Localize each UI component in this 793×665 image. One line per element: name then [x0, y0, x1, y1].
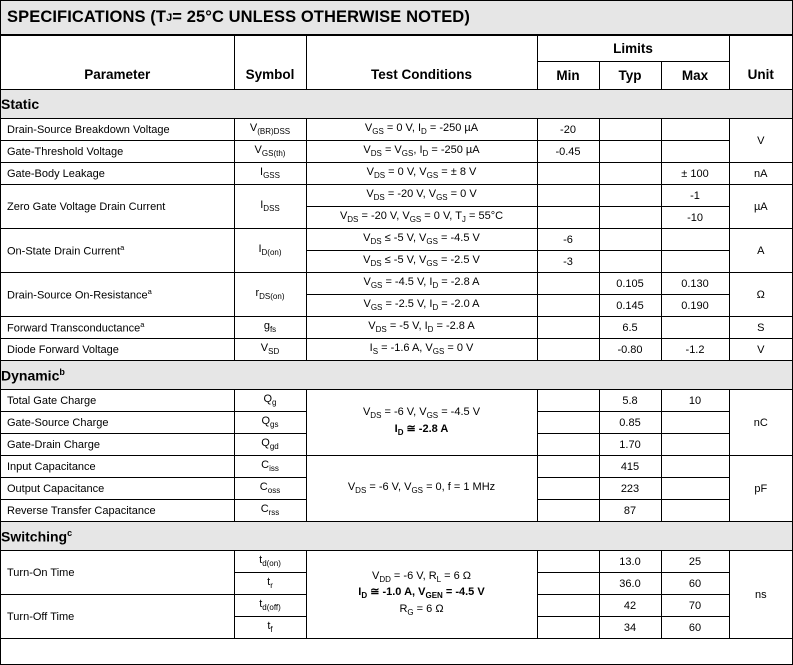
param-bvdss: Drain-Source Breakdown Voltage [1, 119, 234, 141]
section-dynamic-label: Dynamic$^b$ [1, 361, 792, 390]
max-crss [661, 500, 729, 522]
table-row [1, 551, 792, 573]
max-bvdss [661, 119, 729, 141]
symbol-vgsth: $V_{GS(th)}$ [234, 141, 306, 163]
min-igss [537, 163, 599, 185]
section-static [1, 90, 792, 119]
section-switching [1, 522, 792, 551]
param-turn-off: Turn-Off Time [1, 595, 234, 639]
param-rdson: Drain-Source On-Resistance$^a$ [1, 273, 234, 317]
cond-idss-2: $V_{DS} = -20$ V, $V_{GS} = 0$ V, $T_J = 55^\circ C$ [306, 207, 537, 229]
max-ciss [661, 456, 729, 478]
cond-cap: $V_{DS} = -6$ V, $V_{GS} = 0$, f = 1 MHz [306, 456, 537, 522]
title-rest: = 25°C UNLESS OTHERWISE NOTED) [172, 8, 470, 26]
max-gfs [661, 317, 729, 339]
table-row [1, 119, 792, 141]
typ-idon-1 [599, 229, 661, 251]
table-row [1, 185, 792, 207]
max-tdoff: 70 [661, 595, 729, 617]
unit-nc: nC [729, 390, 792, 456]
symbol-tr: $t_r$ [234, 573, 306, 595]
max-rdson-2: 0.190 [661, 295, 729, 317]
cond-rdson-2: $V_{GS} = -2.5$ V, $I_D = -2.0$ A [306, 295, 537, 317]
cond-gfs: $V_{DS} = -5$ V, $I_D = -2.8$ A [306, 317, 537, 339]
typ-rdson-1: 0.105 [599, 273, 661, 295]
unit-pf: pF [729, 456, 792, 522]
max-idon-1 [661, 229, 729, 251]
table-row [1, 163, 792, 185]
cond-charge-1: $V_{DS} = -6$ V, $V_{GS} = -4.5$ V [362, 406, 481, 421]
min-idon-1: -6 [537, 229, 599, 251]
param-coss: Output Capacitance [1, 478, 234, 500]
section-static-label: Static [1, 90, 792, 119]
cond-charge-2: $I_D$ ≅ -2.8 A [394, 422, 449, 437]
header-test-conditions: Test Conditions [306, 36, 537, 90]
max-tr: 60 [661, 573, 729, 595]
min-bvdss: -20 [537, 119, 599, 141]
table-row [1, 317, 792, 339]
typ-coss: 223 [599, 478, 661, 500]
cond-charge [306, 390, 537, 456]
symbol-tdon: $t_{d(on)}$ [234, 551, 306, 573]
header-symbol: Symbol [234, 36, 306, 90]
min-tr [537, 573, 599, 595]
typ-idss-1 [599, 185, 661, 207]
typ-vgsth [599, 141, 661, 163]
typ-vsd: -0.80 [599, 339, 661, 361]
cond-idss-1: $V_{DS} = -20$ V, $V_{GS} = 0$ V [306, 185, 537, 207]
symbol-ciss: $C_{iss}$ [234, 456, 306, 478]
header-row-1 [1, 36, 792, 62]
header-unit: Unit [729, 36, 792, 90]
min-idon-2: -3 [537, 251, 599, 273]
param-vsd: Diode Forward Voltage [1, 339, 234, 361]
unit-idon: A [729, 229, 792, 273]
param-idon: On-State Drain Current$^a$ [1, 229, 234, 273]
symbol-tf: $t_f$ [234, 617, 306, 639]
typ-rdson-2: 0.145 [599, 295, 661, 317]
min-qg [537, 390, 599, 412]
symbol-rdson: $r_{DS(on)}$ [234, 273, 306, 317]
cond-sw-1: $V_{DD} = -6$ V, $R_L = 6$ Ω [371, 570, 472, 585]
header-max: Max [661, 62, 729, 90]
section-dynamic [1, 361, 792, 390]
symbol-vsd: $V_{SD}$ [234, 339, 306, 361]
max-vgsth [661, 141, 729, 163]
symbol-qgs: $Q_{gs}$ [234, 412, 306, 434]
cond-switching [306, 551, 537, 639]
min-qgs [537, 412, 599, 434]
table-row [1, 229, 792, 251]
typ-tr: 36.0 [599, 573, 661, 595]
symbol-gfs: $g_{fs}$ [234, 317, 306, 339]
min-rdson-1 [537, 273, 599, 295]
typ-qgs: 0.85 [599, 412, 661, 434]
cond-vgsth: $V_{DS} = V_{GS}$, $I_D = -250$ µA [306, 141, 537, 163]
param-qg: Total Gate Charge [1, 390, 234, 412]
header-typ: Typ [599, 62, 661, 90]
cond-vsd: $I_S = -1.6$ A, $V_{GS} = 0$ V [306, 339, 537, 361]
unit-idss: µA [729, 185, 792, 229]
param-crss: Reverse Transfer Capacitance [1, 500, 234, 522]
cond-sw-2: $I_D$ ≅ -1.0 A, $V_{GEN} = -4.5$ V [358, 586, 485, 601]
table-row [1, 390, 792, 412]
typ-crss: 87 [599, 500, 661, 522]
min-vsd [537, 339, 599, 361]
typ-gfs: 6.5 [599, 317, 661, 339]
typ-qgd: 1.70 [599, 434, 661, 456]
cond-bvdss: $V_{GS} = 0$ V, $I_D = -250$ µA [306, 119, 537, 141]
unit-gfs: S [729, 317, 792, 339]
max-tdon: 25 [661, 551, 729, 573]
max-idon-2 [661, 251, 729, 273]
param-gfs: Forward Transconductance$^a$ [1, 317, 234, 339]
typ-igss [599, 163, 661, 185]
min-tdon [537, 551, 599, 573]
max-coss [661, 478, 729, 500]
cond-idon-2: $V_{DS} \le -5$ V, $V_{GS} = -2.5$ V [306, 251, 537, 273]
param-qgs: Gate-Source Charge [1, 412, 234, 434]
min-idss-2 [537, 207, 599, 229]
title-sub: J [166, 11, 173, 24]
min-qgd [537, 434, 599, 456]
max-qg: 10 [661, 390, 729, 412]
min-tdoff [537, 595, 599, 617]
min-vgsth: -0.45 [537, 141, 599, 163]
max-igss: ± 100 [661, 163, 729, 185]
min-coss [537, 478, 599, 500]
param-vgsth: Gate-Threshold Voltage [1, 141, 234, 163]
table-row [1, 456, 792, 478]
table-row [1, 339, 792, 361]
typ-qg: 5.8 [599, 390, 661, 412]
typ-bvdss [599, 119, 661, 141]
section-switching-label: Switching$^c$ [1, 522, 792, 551]
symbol-tdoff: $t_{d(off)}$ [234, 595, 306, 617]
max-idss-1: -1 [661, 185, 729, 207]
symbol-coss: $C_{oss}$ [234, 478, 306, 500]
min-rdson-2 [537, 295, 599, 317]
cond-idon-1: $V_{DS} \le -5$ V, $V_{GS} = -4.5$ V [306, 229, 537, 251]
typ-tdon: 13.0 [599, 551, 661, 573]
symbol-bvdss: $V_{(BR)DSS}$ [234, 119, 306, 141]
typ-ciss: 415 [599, 456, 661, 478]
unit-ns: ns [729, 551, 792, 639]
symbol-qgd: $Q_{gd}$ [234, 434, 306, 456]
param-turn-on: Turn-On Time [1, 551, 234, 595]
unit-v: V [729, 119, 792, 163]
cond-rdson-1: $V_{GS} = -4.5$ V, $I_D = -2.8$ A [306, 273, 537, 295]
symbol-crss: $C_{rss}$ [234, 500, 306, 522]
max-rdson-1: 0.130 [661, 273, 729, 295]
cond-igss: $V_{DS} = 0$ V, $V_{GS}$ = ± 8 V [306, 163, 537, 185]
unit-vsd: V [729, 339, 792, 361]
unit-igss: nA [729, 163, 792, 185]
header-parameter: Parameter [1, 36, 234, 90]
max-tf: 60 [661, 617, 729, 639]
unit-rdson: Ω [729, 273, 792, 317]
min-gfs [537, 317, 599, 339]
header-min: Min [537, 62, 599, 90]
symbol-igss: $I_{GSS}$ [234, 163, 306, 185]
min-ciss [537, 456, 599, 478]
typ-tf: 34 [599, 617, 661, 639]
param-idss: Zero Gate Voltage Drain Current [1, 185, 234, 229]
symbol-qg: $Q_g$ [234, 390, 306, 412]
min-crss [537, 500, 599, 522]
min-idss-1 [537, 185, 599, 207]
typ-idss-2 [599, 207, 661, 229]
page-title [1, 1, 792, 35]
param-igss: Gate-Body Leakage [1, 163, 234, 185]
max-idss-2: -10 [661, 207, 729, 229]
max-vsd: -1.2 [661, 339, 729, 361]
param-qgd: Gate-Drain Charge [1, 434, 234, 456]
cond-sw-3: $R_G = 6$ Ω [399, 602, 444, 617]
max-qgs [661, 412, 729, 434]
table-row [1, 273, 792, 295]
symbol-idon: $I_{D(on)}$ [234, 229, 306, 273]
typ-tdoff: 42 [599, 595, 661, 617]
max-qgd [661, 434, 729, 456]
title-main: SPECIFICATIONS (T [7, 8, 167, 26]
symbol-idss: $I_{DSS}$ [234, 185, 306, 229]
param-ciss: Input Capacitance [1, 456, 234, 478]
table-row [1, 141, 792, 163]
min-tf [537, 617, 599, 639]
typ-idon-2 [599, 251, 661, 273]
specifications-table [1, 35, 792, 639]
header-limits: Limits [537, 36, 729, 62]
